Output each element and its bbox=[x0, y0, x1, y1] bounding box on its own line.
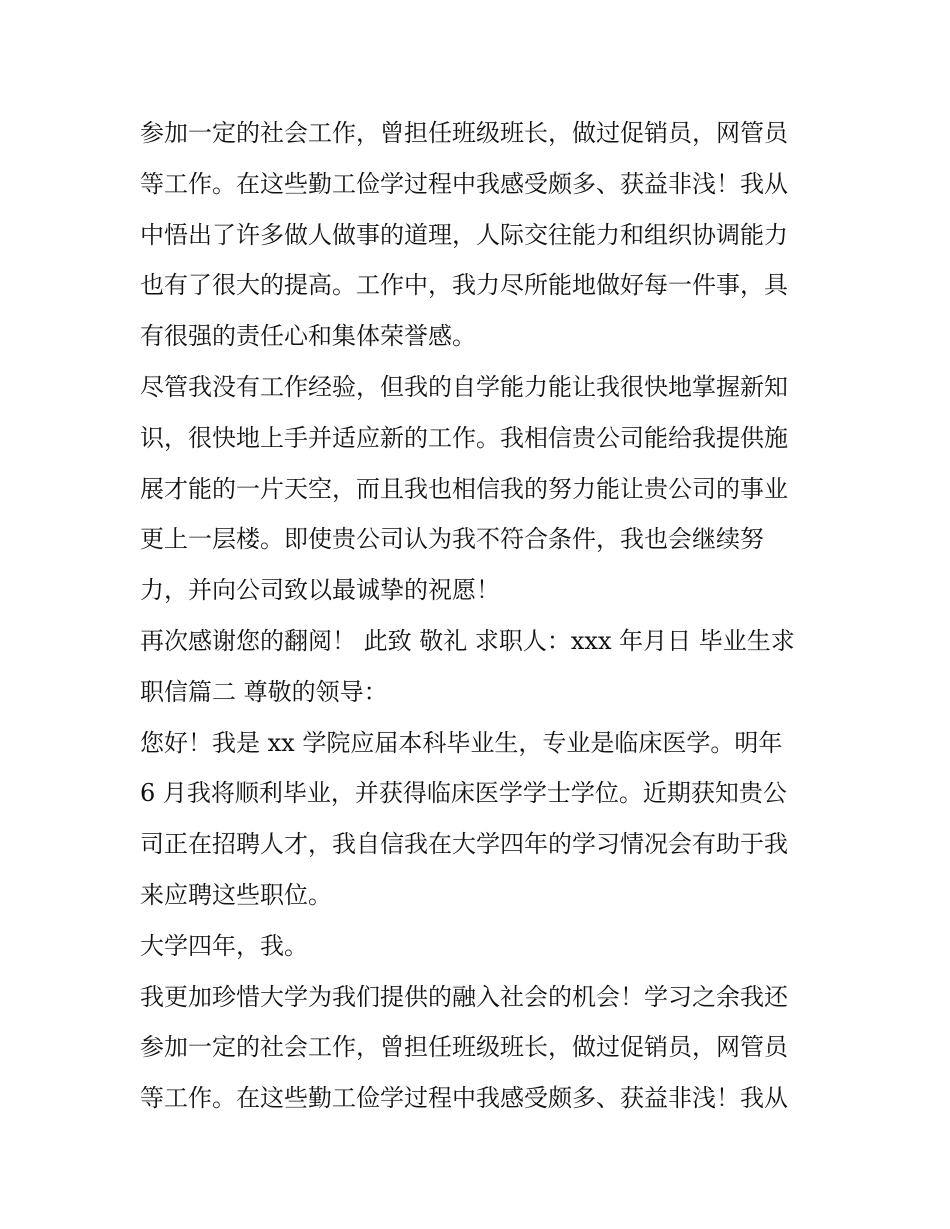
text-line: 我更加珍惜大学为我们提供的融入社会的机会！学习之余我还 bbox=[140, 982, 788, 1011]
text-line: 来应聘这些职位。 bbox=[140, 880, 332, 909]
text-line: 展才能的一片天空，而且我也相信我的努力能让贵公司的事业 bbox=[140, 474, 788, 503]
text-line: 中悟出了许多做人做事的道理，人际交往能力和组织协调能力 bbox=[140, 220, 788, 249]
text-line: 大学四年，我。 bbox=[140, 931, 308, 960]
text-line: 更上一层楼。即使贵公司认为我不符合条件，我也会继续努 bbox=[140, 525, 764, 554]
text-line: 职信篇二 尊敬的领导： bbox=[140, 677, 388, 706]
text-line: 您好！我是 xx 学院应届本科毕业生，专业是临床医学。明年 bbox=[140, 728, 783, 757]
text-line: 力，并向公司致以最诚挚的祝愿！ bbox=[140, 576, 500, 605]
text-line: 识，很快地上手并适应新的工作。我相信贵公司能给我提供施 bbox=[140, 423, 788, 452]
text-line: 再次感谢您的翻阅！ 此致 敬礼 求职人：xxx 年月日 毕业生求 bbox=[140, 626, 795, 655]
text-line: 等工作。在这些勤工俭学过程中我感受颇多、获益非浅！我从 bbox=[140, 169, 788, 198]
text-line: 参加一定的社会工作，曾担任班级班长，做过促销员，网管员 bbox=[140, 119, 788, 147]
text-line: 司正在招聘人才，我自信我在大学四年的学习情况会有助于我 bbox=[140, 830, 788, 859]
text-line: 6 月我将顺利毕业，并获得临床医学学士学位。近期获知贵公 bbox=[140, 779, 787, 808]
text-line: 尽管我没有工作经验，但我的自学能力能让我很快地掌握新知 bbox=[140, 372, 788, 401]
text-line: 参加一定的社会工作，曾担任班级班长，做过促销员，网管员 bbox=[140, 1033, 788, 1062]
document-body bbox=[140, 108, 820, 1124]
text-line: 也有了很大的提高。工作中，我力尽所能地做好每一件事，具 bbox=[140, 271, 788, 300]
text-line: 等工作。在这些勤工俭学过程中我感受颇多、获益非浅！我从 bbox=[140, 1084, 788, 1113]
text-line: 有很强的责任心和集体荣誉感。 bbox=[140, 322, 476, 351]
